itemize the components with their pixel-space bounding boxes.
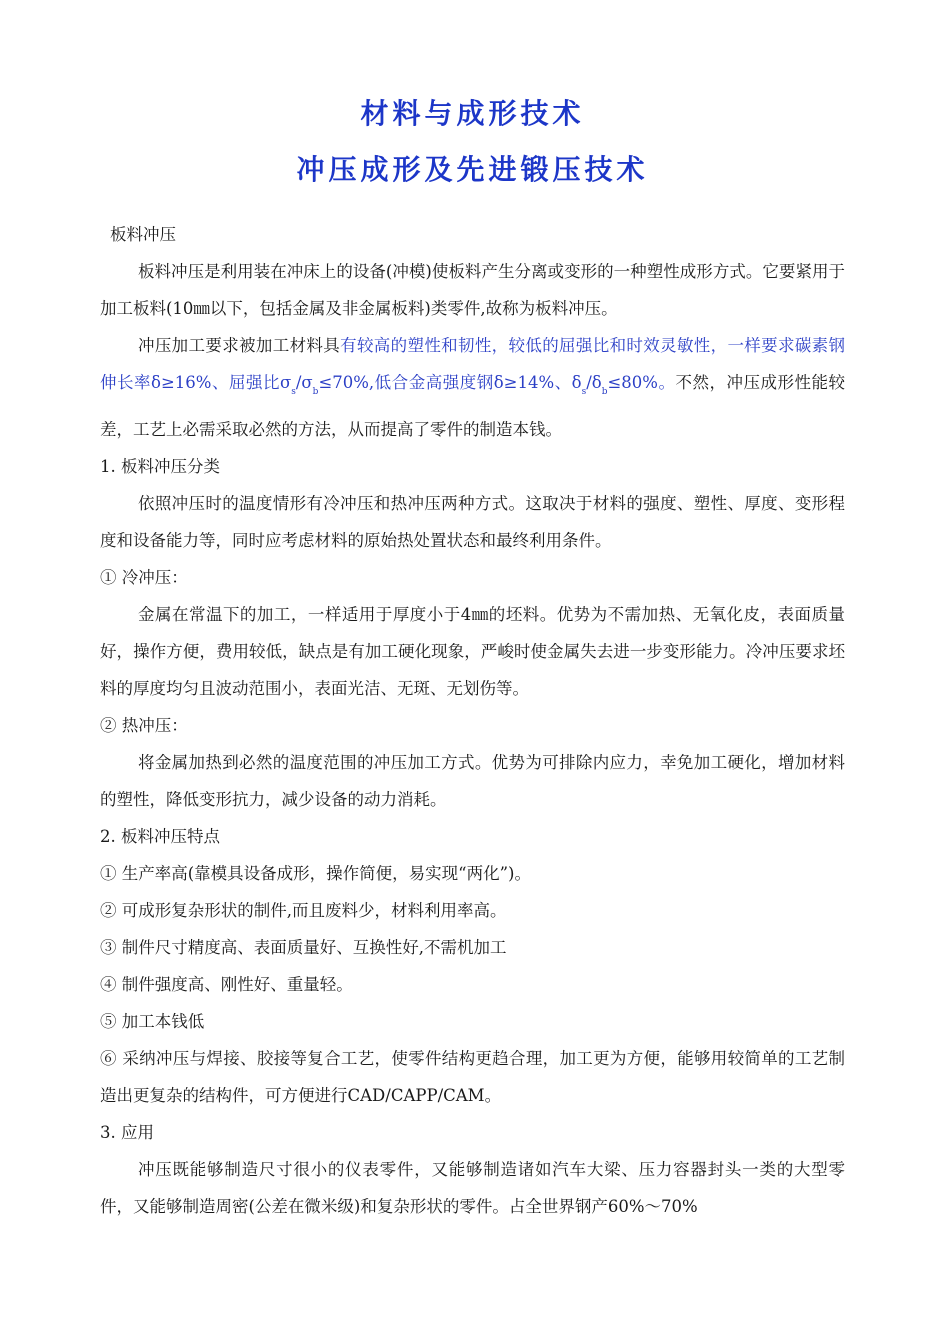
highlight-part-2: ≤70%,低合金高强度钢δ≥14%、δ bbox=[318, 373, 582, 392]
document-subtitle: 冲压成形及先进锻压技术 bbox=[296, 153, 649, 186]
subheading-hot-stamping: ② 热冲压： bbox=[100, 716, 188, 735]
paragraph-applications: 冲压既能够制造尺寸很小的仪表零件，又能够制造诸如汽车大梁、压力容器封头一类的大型零件，又能够制造周密(公差在微米级)和复杂形状的零件。占全世界钢产60%～70% bbox=[100, 1160, 845, 1216]
section-heading-applications: 3. 应用 bbox=[100, 1123, 154, 1142]
subscript-b-2: b bbox=[601, 387, 608, 397]
paragraph-cold-stamping: 金属在常温下的加工，一样适用于厚度小于4㎜的坯料。优势为不需加热、无氧化皮，表面质量好，操作方便，费用较低，缺点是有加工硬化现象，严峻时使金属失去进一步变形能力。冷冲压要求坯料的厚度均匀且波动范围小，表面光洁、无斑、无划伤等。 bbox=[100, 605, 845, 698]
document-page bbox=[100, 86, 845, 1225]
feature-item: ③ 制件尺寸精度高、表面质量好、互换性好,不需机加工 bbox=[100, 938, 507, 957]
paragraph-hot-stamping: 将金属加热到必然的温度范围的冲压加工方式。优势为可排除内应力，幸免加工硬化，增加材料的塑性，降低变形抗力，减少设备的动力消耗。 bbox=[100, 753, 845, 809]
feature-item: ② 可成形复杂形状的制件,而且废料少，材料利用率高。 bbox=[100, 901, 507, 920]
highlight-part-3: ≤80%。 bbox=[607, 373, 676, 392]
section-heading-features: 2. 板料冲压特点 bbox=[100, 827, 220, 846]
feature-item: ⑤ 加工本钱低 bbox=[100, 1012, 205, 1031]
requirements-lead-text: 冲压加工要求被加工材料具 bbox=[138, 336, 341, 355]
feature-item: ⑥ 采纳冲压与焊接、胶接等复合工艺，使零件结构更趋合理，加工更为方便，能够用较简单的工艺制造出更复杂的结构件，可方便进行CAD/CAPP/CAM。 bbox=[100, 1049, 845, 1105]
feature-item: ① 生产率高(靠模具设备成形，操作简便，易实现“两化”)。 bbox=[100, 864, 531, 883]
requirements-tail-text: 不然，冲压成形性能较差，工艺上必需采取必然的方法，从而提高了零件的制造本钱。 bbox=[100, 373, 846, 439]
paragraph-material-requirements bbox=[100, 327, 845, 448]
subscript-s-2: s bbox=[581, 387, 587, 397]
subscript-b: b bbox=[312, 387, 319, 397]
feature-item: ④ 制件强度高、刚性好、重量轻。 bbox=[100, 975, 353, 994]
section-heading-classification: 1. 板料冲压分类 bbox=[100, 457, 220, 476]
highlight-part-1: 有较高的塑性和韧性，较低的屈强比和时效灵敏性，一样要求碳素钢伸长率δ≥16%、屈强比σ bbox=[100, 336, 846, 392]
paragraph-classification: 依照冲压时的温度情形有冷冲压和热冲压两种方式。这取决于材料的强度、塑性、厚度、变形程度和设备能力等，同时应考虑材料的原始热处置状态和最终利用条件。 bbox=[100, 494, 845, 550]
subheading-cold-stamping: ① 冷冲压： bbox=[100, 568, 188, 587]
subscript-s: s bbox=[291, 387, 296, 397]
highlight-slash-delta: /δ bbox=[586, 373, 602, 392]
document-title: 材料与成形技术 bbox=[360, 97, 585, 130]
highlight-slash-sigma: /σ bbox=[295, 373, 313, 392]
paragraph-definition: 板料冲压是利用装在冲床上的设备(冲模)使板料产生分离或变形的一种塑性成形方式。它要紧用于加工板料(10㎜以下，包括金属及非金属板料)类零件,故称为板料冲压。 bbox=[100, 262, 845, 318]
section-heading-sheet-stamping: 板料冲压 bbox=[110, 225, 176, 244]
